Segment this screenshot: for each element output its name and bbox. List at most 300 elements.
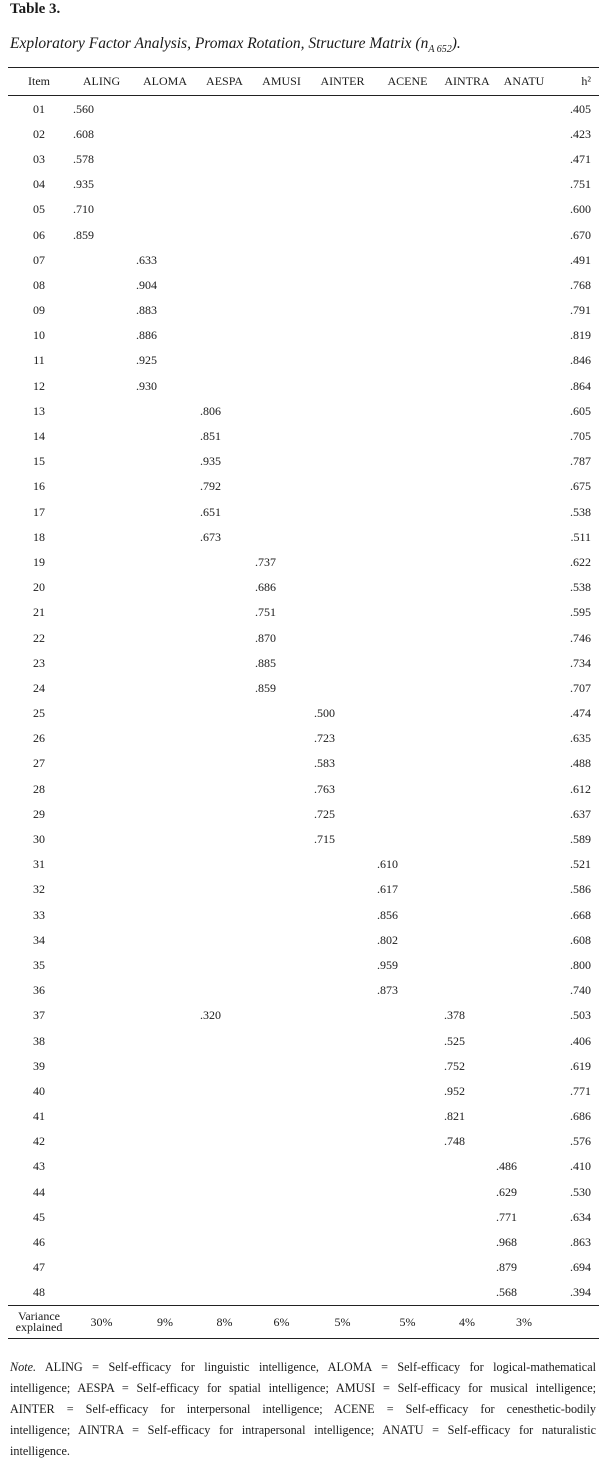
item-number: 45 [33, 1209, 45, 1224]
communality: .768 [570, 277, 591, 292]
empty-cell [70, 449, 133, 474]
factor-loading: .935 [73, 177, 94, 192]
empty-cell [493, 776, 555, 801]
item-number: 36 [33, 983, 45, 998]
variance-value: 4% [441, 1306, 493, 1339]
empty-cell [197, 222, 252, 247]
factor-loading: .859 [255, 680, 276, 695]
table-row [8, 877, 599, 902]
empty-cell [197, 1255, 252, 1280]
empty-cell [374, 449, 441, 474]
empty-cell [493, 751, 555, 776]
empty-cell [133, 852, 197, 877]
table-body [8, 96, 599, 1339]
empty-cell [133, 398, 197, 423]
empty-cell [70, 1053, 133, 1078]
empty-cell [493, 1003, 555, 1028]
empty-cell [441, 449, 493, 474]
table-row [8, 1003, 599, 1028]
empty-cell [441, 776, 493, 801]
item-number: 33 [33, 907, 45, 922]
empty-cell [374, 121, 441, 146]
factor-table [8, 67, 599, 1339]
empty-cell [197, 575, 252, 600]
item-number: 20 [33, 580, 45, 595]
empty-cell [311, 323, 374, 348]
item-number: 41 [33, 1109, 45, 1124]
empty-cell [311, 524, 374, 549]
empty-cell [374, 826, 441, 851]
communality: .589 [570, 832, 591, 847]
communality: .538 [570, 580, 591, 595]
item-number: 08 [33, 277, 45, 292]
communality: .538 [570, 504, 591, 519]
communality: .595 [570, 605, 591, 620]
empty-cell [374, 1154, 441, 1179]
communality: .600 [570, 202, 591, 217]
empty-cell [133, 801, 197, 826]
empty-cell [493, 272, 555, 297]
empty-cell [441, 600, 493, 625]
communality: .635 [570, 731, 591, 746]
item-number: 38 [33, 1033, 45, 1048]
variance-label-line1: Variance [18, 1309, 60, 1323]
item-number: 44 [33, 1184, 45, 1199]
empty-cell [252, 1104, 311, 1129]
empty-cell [70, 701, 133, 726]
communality: .608 [570, 932, 591, 947]
factor-loading: .525 [444, 1033, 465, 1048]
table-row [8, 1053, 599, 1078]
empty-cell [493, 902, 555, 927]
empty-cell [441, 172, 493, 197]
table-row [8, 650, 599, 675]
table-row [8, 801, 599, 826]
empty-cell [374, 776, 441, 801]
empty-cell [133, 575, 197, 600]
empty-cell [493, 146, 555, 171]
empty-cell [374, 348, 441, 373]
empty-cell [70, 852, 133, 877]
empty-cell [70, 726, 133, 751]
empty-cell [441, 877, 493, 902]
empty-cell [311, 1229, 374, 1254]
empty-cell [374, 726, 441, 751]
item-number: 31 [33, 857, 45, 872]
item-number: 01 [33, 101, 45, 116]
empty-cell [133, 474, 197, 499]
factor-loading: .610 [377, 857, 398, 872]
table-row [8, 549, 599, 574]
empty-cell [70, 776, 133, 801]
empty-cell [133, 423, 197, 448]
empty-cell [493, 172, 555, 197]
empty-cell [133, 1229, 197, 1254]
empty-cell [70, 1204, 133, 1229]
empty-cell [493, 96, 555, 122]
item-number: 21 [33, 605, 45, 620]
empty-cell [252, 801, 311, 826]
factor-loading: .378 [444, 1008, 465, 1023]
empty-cell [70, 474, 133, 499]
table-row [8, 449, 599, 474]
empty-cell [311, 1280, 374, 1306]
empty-cell [555, 1306, 599, 1339]
communality: .410 [570, 1159, 591, 1174]
empty-cell [252, 197, 311, 222]
empty-cell [374, 1255, 441, 1280]
empty-cell [252, 121, 311, 146]
empty-cell [374, 1003, 441, 1028]
empty-cell [197, 1204, 252, 1229]
empty-cell [311, 449, 374, 474]
empty-cell [133, 524, 197, 549]
empty-cell [133, 978, 197, 1003]
communality: .619 [570, 1058, 591, 1073]
table-row [8, 852, 599, 877]
empty-cell [493, 927, 555, 952]
factor-loading: .885 [255, 655, 276, 670]
empty-cell [493, 877, 555, 902]
factor-loading: .930 [136, 378, 157, 393]
empty-cell [252, 751, 311, 776]
empty-cell [311, 1078, 374, 1103]
empty-cell [374, 625, 441, 650]
empty-cell [197, 902, 252, 927]
table-row [8, 398, 599, 423]
item-number: 18 [33, 529, 45, 544]
communality: .707 [570, 680, 591, 695]
item-number: 23 [33, 655, 45, 670]
note-line-5: intelligence. [10, 1444, 70, 1458]
empty-cell [374, 423, 441, 448]
empty-cell [311, 1255, 374, 1280]
factor-loading: .500 [314, 706, 335, 721]
empty-cell [197, 1280, 252, 1306]
empty-cell [133, 927, 197, 952]
item-number: 05 [33, 202, 45, 217]
factor-loading: .560 [73, 101, 94, 116]
factor-loading: .715 [314, 832, 335, 847]
empty-cell [374, 1104, 441, 1129]
empty-cell [311, 625, 374, 650]
empty-cell [133, 1104, 197, 1129]
empty-cell [133, 1154, 197, 1179]
empty-cell [197, 1028, 252, 1053]
empty-cell [311, 650, 374, 675]
factor-loading: .952 [444, 1083, 465, 1098]
empty-cell [374, 600, 441, 625]
variance-value: 5% [374, 1306, 441, 1339]
empty-cell [133, 197, 197, 222]
empty-cell [374, 675, 441, 700]
empty-cell [441, 373, 493, 398]
item-number: 03 [33, 151, 45, 166]
factor-loading: .959 [377, 957, 398, 972]
empty-cell [70, 877, 133, 902]
empty-cell [252, 146, 311, 171]
column-header: h² [555, 68, 599, 96]
empty-cell [374, 373, 441, 398]
table-row [8, 1204, 599, 1229]
empty-cell [70, 398, 133, 423]
empty-cell [374, 323, 441, 348]
empty-cell [441, 96, 493, 122]
empty-cell [493, 952, 555, 977]
empty-cell [197, 146, 252, 171]
empty-cell [197, 323, 252, 348]
item-number: 39 [33, 1058, 45, 1073]
column-header: AMUSI [252, 68, 311, 96]
empty-cell [311, 423, 374, 448]
communality: .491 [570, 252, 591, 267]
table-row [8, 726, 599, 751]
empty-cell [70, 801, 133, 826]
empty-cell [133, 1204, 197, 1229]
empty-cell [493, 398, 555, 423]
empty-cell [133, 222, 197, 247]
column-header: AINTER [311, 68, 374, 96]
factor-loading: .725 [314, 806, 335, 821]
empty-cell [70, 423, 133, 448]
table-row [8, 121, 599, 146]
table-row [8, 1078, 599, 1103]
empty-cell [441, 726, 493, 751]
item-number: 25 [33, 706, 45, 721]
table-title [10, 34, 461, 60]
empty-cell [311, 1104, 374, 1129]
empty-cell [493, 423, 555, 448]
item-number: 10 [33, 328, 45, 343]
empty-cell [252, 449, 311, 474]
table-row [8, 222, 599, 247]
table-row [8, 247, 599, 272]
empty-cell [493, 801, 555, 826]
factor-loading: .751 [255, 605, 276, 620]
factor-loading: .710 [73, 202, 94, 217]
empty-cell [311, 852, 374, 877]
empty-cell [252, 1229, 311, 1254]
empty-cell [252, 902, 311, 927]
empty-cell [70, 978, 133, 1003]
empty-cell [252, 952, 311, 977]
communality: .423 [570, 126, 591, 141]
empty-cell [374, 474, 441, 499]
empty-cell [197, 726, 252, 751]
table-row [8, 1179, 599, 1204]
empty-cell [311, 675, 374, 700]
empty-cell [133, 1003, 197, 1028]
communality: .771 [570, 1083, 591, 1098]
empty-cell [252, 474, 311, 499]
factor-loading: .723 [314, 731, 335, 746]
empty-cell [493, 449, 555, 474]
empty-cell [197, 826, 252, 851]
factor-loading: .686 [255, 580, 276, 595]
factor-loading: .617 [377, 882, 398, 897]
note-lead: Note. [10, 1360, 37, 1374]
table-row [8, 1229, 599, 1254]
empty-cell [441, 650, 493, 675]
item-number: 14 [33, 429, 45, 444]
empty-cell [252, 978, 311, 1003]
column-header: ALING [70, 68, 133, 96]
empty-cell [133, 1129, 197, 1154]
factor-loading: .859 [73, 227, 94, 242]
empty-cell [374, 1053, 441, 1078]
table-row [8, 323, 599, 348]
communality: .670 [570, 227, 591, 242]
empty-cell [311, 1053, 374, 1078]
empty-cell [493, 373, 555, 398]
title-end: ). [451, 35, 461, 52]
empty-cell [441, 826, 493, 851]
empty-cell [311, 298, 374, 323]
factor-loading: .737 [255, 554, 276, 569]
empty-cell [493, 675, 555, 700]
empty-cell [133, 902, 197, 927]
table-row [8, 524, 599, 549]
empty-cell [441, 146, 493, 171]
empty-cell [374, 1078, 441, 1103]
empty-cell [311, 952, 374, 977]
empty-cell [374, 1179, 441, 1204]
item-number: 30 [33, 832, 45, 847]
empty-cell [70, 499, 133, 524]
empty-cell [493, 600, 555, 625]
empty-cell [311, 272, 374, 297]
empty-cell [374, 650, 441, 675]
empty-cell [493, 298, 555, 323]
table-row [8, 474, 599, 499]
communality: .530 [570, 1184, 591, 1199]
empty-cell [252, 1129, 311, 1154]
variance-value: 6% [252, 1306, 311, 1339]
empty-cell [311, 877, 374, 902]
note-line-1-text: ALING = Self-efficacy for linguistic intelligence, ALOMA = Self-efficacy for logical-mathematical [44, 1360, 596, 1374]
empty-cell [70, 348, 133, 373]
empty-cell [70, 600, 133, 625]
table-row [8, 1280, 599, 1306]
empty-cell [70, 927, 133, 952]
empty-cell [493, 222, 555, 247]
table-row [8, 978, 599, 1003]
factor-loading: .792 [200, 479, 221, 494]
empty-cell [252, 96, 311, 122]
empty-cell [133, 146, 197, 171]
table-row [8, 172, 599, 197]
note-line-2: intelligence; AESPA = Self-efficacy for spatial intelligence; AMUSI = Self-efficacy for musical intelligence; [10, 1381, 596, 1395]
empty-cell [70, 1229, 133, 1254]
empty-cell [70, 298, 133, 323]
header-row [8, 68, 599, 96]
empty-cell [252, 1179, 311, 1204]
communality: .668 [570, 907, 591, 922]
empty-cell [70, 247, 133, 272]
empty-cell [252, 1280, 311, 1306]
empty-cell [70, 952, 133, 977]
factor-loading: .633 [136, 252, 157, 267]
communality: .863 [570, 1235, 591, 1250]
empty-cell [374, 1229, 441, 1254]
table-row [8, 96, 599, 122]
item-number: 42 [33, 1134, 45, 1149]
empty-cell [252, 726, 311, 751]
empty-cell [311, 96, 374, 122]
empty-cell [252, 1003, 311, 1028]
empty-cell [70, 323, 133, 348]
empty-cell [441, 272, 493, 297]
empty-cell [70, 675, 133, 700]
empty-cell [70, 373, 133, 398]
table-row [8, 675, 599, 700]
empty-cell [133, 650, 197, 675]
variance-value: 3% [493, 1306, 555, 1339]
empty-cell [493, 625, 555, 650]
table-row [8, 423, 599, 448]
empty-cell [441, 222, 493, 247]
empty-cell [374, 172, 441, 197]
table-row [8, 1255, 599, 1280]
column-header: AESPA [197, 68, 252, 96]
empty-cell [70, 575, 133, 600]
column-header: ACENE [374, 68, 441, 96]
empty-cell [133, 121, 197, 146]
empty-cell [374, 197, 441, 222]
empty-cell [133, 96, 197, 122]
factor-loading: .873 [377, 983, 398, 998]
empty-cell [493, 197, 555, 222]
communality: .791 [570, 303, 591, 318]
communality: .521 [570, 857, 591, 872]
table-row [8, 826, 599, 851]
empty-cell [311, 222, 374, 247]
empty-cell [374, 751, 441, 776]
empty-cell [133, 1255, 197, 1280]
empty-cell [493, 499, 555, 524]
empty-cell [493, 323, 555, 348]
item-number: 37 [33, 1008, 45, 1023]
item-number: 13 [33, 403, 45, 418]
empty-cell [252, 1028, 311, 1053]
empty-cell [252, 852, 311, 877]
item-number: 24 [33, 680, 45, 695]
empty-cell [493, 726, 555, 751]
item-number: 12 [33, 378, 45, 393]
factor-loading: .883 [136, 303, 157, 318]
empty-cell [374, 272, 441, 297]
empty-cell [441, 852, 493, 877]
empty-cell [70, 1104, 133, 1129]
empty-cell [197, 197, 252, 222]
empty-cell [493, 549, 555, 574]
empty-cell [493, 1078, 555, 1103]
empty-cell [252, 1204, 311, 1229]
empty-cell [70, 826, 133, 851]
factor-loading: .856 [377, 907, 398, 922]
variance-row [8, 1306, 599, 1339]
empty-cell [252, 323, 311, 348]
empty-cell [252, 877, 311, 902]
empty-cell [70, 272, 133, 297]
empty-cell [197, 272, 252, 297]
item-number: 26 [33, 731, 45, 746]
empty-cell [133, 726, 197, 751]
empty-cell [441, 927, 493, 952]
empty-cell [197, 625, 252, 650]
communality: .694 [570, 1260, 591, 1275]
empty-cell [197, 751, 252, 776]
